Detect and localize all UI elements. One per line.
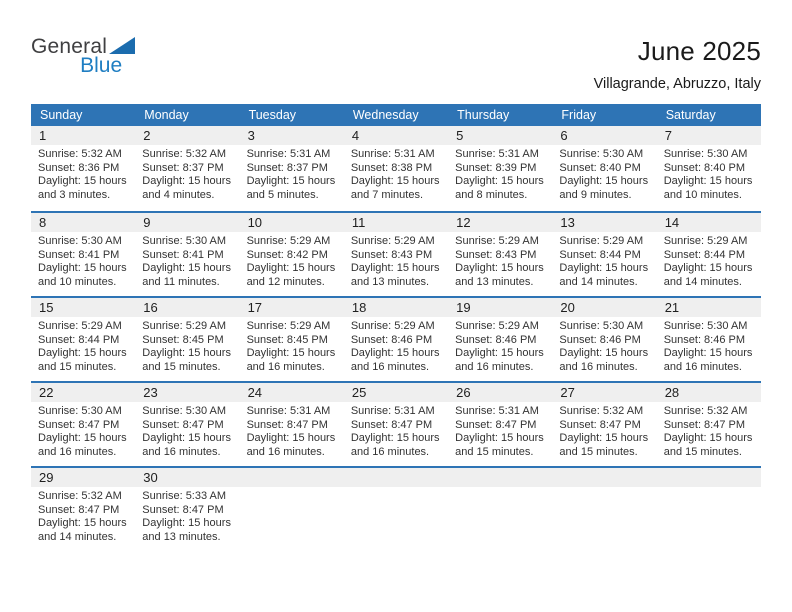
sunset-text: Sunset: 8:40 PM: [663, 161, 746, 174]
sunrise-text: Sunrise: 5:32 AM: [559, 405, 644, 417]
sunrise-text: Sunrise: 5:29 AM: [350, 320, 435, 332]
day-number: 5: [448, 126, 552, 145]
sunrise-text: Sunrise: 5:30 AM: [663, 148, 748, 160]
day-details: [552, 317, 656, 374]
sunset-text: Sunset: 8:47 PM: [663, 418, 746, 431]
day-number: 15: [31, 298, 135, 317]
sunrise-text: Sunrise: 5:32 AM: [38, 490, 122, 502]
sunset-text: Sunset: 8:44 PM: [663, 248, 746, 261]
weekday-header-cell: Saturday: [665, 108, 716, 122]
sunset-text: Sunset: 8:37 PM: [246, 161, 328, 174]
sunrise-text: Sunrise: 5:30 AM: [663, 320, 748, 332]
daylight-text: Daylight: 15 hours and 15 minutes.: [559, 432, 649, 458]
daylight-text: Daylight: 15 hours and 16 minutes.: [246, 347, 336, 373]
day-cell: [240, 126, 344, 211]
day-number: 8: [31, 213, 135, 232]
day-details: [240, 317, 344, 374]
day-number: 12: [448, 213, 552, 232]
daylight-text: Daylight: 15 hours and 14 minutes.: [38, 517, 127, 543]
day-details: [344, 232, 448, 289]
day-number: [344, 468, 448, 487]
day-number: 16: [135, 298, 239, 317]
day-details: [657, 317, 761, 374]
day-cell: [135, 383, 239, 466]
day-number: 1: [31, 126, 135, 145]
daylight-text: Daylight: 15 hours and 15 minutes.: [455, 432, 544, 458]
day-number: 7: [657, 126, 761, 145]
sunset-text: Sunset: 8:36 PM: [38, 161, 120, 174]
day-details: [135, 145, 239, 202]
day-cell: [240, 298, 344, 381]
daylight-text: Daylight: 15 hours and 10 minutes.: [38, 262, 127, 288]
day-cell: [448, 126, 552, 211]
week-row: [31, 381, 761, 466]
sunset-text: Sunset: 8:46 PM: [663, 333, 746, 346]
weeks-container: [31, 126, 761, 551]
day-number: [448, 468, 552, 487]
daylight-text: Daylight: 15 hours and 16 minutes.: [350, 432, 440, 458]
sunrise-text: Sunrise: 5:29 AM: [38, 320, 122, 332]
day-cell: [657, 468, 761, 551]
day-number: 18: [344, 298, 448, 317]
logo-text-blue: Blue: [80, 54, 123, 77]
daylight-text: Daylight: 15 hours and 15 minutes.: [142, 347, 231, 373]
day-details: [31, 402, 135, 459]
day-cell: [552, 468, 656, 551]
day-cell: [31, 298, 135, 381]
sunset-text: Sunset: 8:46 PM: [559, 333, 641, 346]
sunset-text: Sunset: 8:45 PM: [142, 333, 224, 346]
day-details: [135, 232, 239, 289]
daylight-text: Daylight: 15 hours and 16 minutes.: [350, 347, 440, 373]
day-number: 26: [448, 383, 552, 402]
sunrise-text: Sunrise: 5:30 AM: [38, 405, 122, 417]
sunset-text: Sunset: 8:47 PM: [142, 503, 224, 516]
sunset-text: Sunset: 8:47 PM: [455, 418, 537, 431]
daylight-text: Daylight: 15 hours and 13 minutes.: [455, 262, 544, 288]
daylight-text: Daylight: 15 hours and 16 minutes.: [38, 432, 127, 458]
sunrise-text: Sunrise: 5:31 AM: [246, 148, 331, 160]
weekday-header-row: [31, 104, 761, 126]
sunset-text: Sunset: 8:47 PM: [38, 503, 120, 516]
day-cell: [657, 298, 761, 381]
day-cell: [240, 468, 344, 551]
daylight-text: Daylight: 15 hours and 8 minutes.: [455, 175, 544, 201]
week-row: [31, 466, 761, 551]
day-details: [135, 402, 239, 459]
general-blue-logo: [31, 36, 135, 76]
sunrise-text: Sunrise: 5:29 AM: [455, 235, 539, 247]
day-cell: [552, 126, 656, 211]
day-details: [344, 145, 448, 202]
day-details: [135, 317, 239, 374]
sunset-text: Sunset: 8:47 PM: [246, 418, 328, 431]
day-number: 13: [552, 213, 656, 232]
day-details: [31, 232, 135, 289]
day-cell: [135, 126, 239, 211]
sunrise-text: Sunrise: 5:29 AM: [246, 320, 331, 332]
sunrise-text: Sunrise: 5:31 AM: [455, 405, 539, 417]
sunset-text: Sunset: 8:46 PM: [455, 333, 537, 346]
day-cell: [344, 126, 448, 211]
day-details: [552, 145, 656, 202]
day-details: [657, 232, 761, 289]
daylight-text: Daylight: 15 hours and 10 minutes.: [663, 175, 753, 201]
day-cell: [344, 213, 448, 296]
location-subtitle: Villagrande, Abruzzo, Italy: [593, 76, 761, 92]
day-number: 22: [31, 383, 135, 402]
day-cell: [344, 383, 448, 466]
day-number: 30: [135, 468, 239, 487]
daylight-text: Daylight: 15 hours and 7 minutes.: [350, 175, 440, 201]
sunrise-text: Sunrise: 5:33 AM: [142, 490, 227, 502]
day-number: 20: [552, 298, 656, 317]
day-details: [31, 145, 135, 202]
day-number: 4: [344, 126, 448, 145]
sunset-text: Sunset: 8:47 PM: [38, 418, 120, 431]
sunrise-text: Sunrise: 5:29 AM: [246, 235, 331, 247]
sunset-text: Sunset: 8:38 PM: [350, 161, 433, 174]
daylight-text: Daylight: 15 hours and 15 minutes.: [663, 432, 753, 458]
sunrise-text: Sunrise: 5:29 AM: [663, 235, 748, 247]
day-number: 11: [344, 213, 448, 232]
day-details: [135, 487, 239, 544]
logo-text-general: General: [31, 35, 108, 58]
sunset-text: Sunset: 8:44 PM: [38, 333, 120, 346]
calendar-grid: [31, 104, 761, 551]
day-details: [448, 317, 552, 374]
sunrise-text: Sunrise: 5:32 AM: [663, 405, 748, 417]
weekday-header-cell: Monday: [144, 108, 189, 122]
day-number: 2: [135, 126, 239, 145]
day-cell: [135, 468, 239, 551]
sunset-text: Sunset: 8:43 PM: [350, 248, 433, 261]
day-cell: [240, 213, 344, 296]
sunrise-text: Sunrise: 5:30 AM: [559, 320, 644, 332]
day-details: [448, 232, 552, 289]
daylight-text: Daylight: 15 hours and 11 minutes.: [142, 262, 231, 288]
daylight-text: Daylight: 15 hours and 16 minutes.: [142, 432, 231, 458]
day-number: 21: [657, 298, 761, 317]
day-cell: [135, 298, 239, 381]
day-cell: [344, 468, 448, 551]
day-cell: [135, 213, 239, 296]
daylight-text: Daylight: 15 hours and 9 minutes.: [559, 175, 649, 201]
day-details: [448, 402, 552, 459]
day-number: 19: [448, 298, 552, 317]
day-details: [657, 402, 761, 459]
day-number: 25: [344, 383, 448, 402]
daylight-text: Daylight: 15 hours and 5 minutes.: [246, 175, 336, 201]
daylight-text: Daylight: 15 hours and 14 minutes.: [559, 262, 649, 288]
day-number: 6: [552, 126, 656, 145]
sunset-text: Sunset: 8:47 PM: [142, 418, 224, 431]
sunrise-text: Sunrise: 5:32 AM: [38, 148, 122, 160]
sunset-text: Sunset: 8:39 PM: [455, 161, 537, 174]
sunset-text: Sunset: 8:41 PM: [142, 248, 224, 261]
day-cell: [552, 213, 656, 296]
day-cell: [657, 126, 761, 211]
daylight-text: Daylight: 15 hours and 16 minutes.: [559, 347, 649, 373]
sunset-text: Sunset: 8:37 PM: [142, 161, 224, 174]
day-cell: [657, 383, 761, 466]
day-cell: [657, 213, 761, 296]
day-number: 23: [135, 383, 239, 402]
day-details: [240, 145, 344, 202]
day-details: [552, 232, 656, 289]
day-cell: [344, 298, 448, 381]
day-number: 9: [135, 213, 239, 232]
sunrise-text: Sunrise: 5:29 AM: [455, 320, 539, 332]
day-cell: [31, 468, 135, 551]
sunrise-text: Sunrise: 5:30 AM: [142, 235, 227, 247]
day-number: 14: [657, 213, 761, 232]
day-details: [31, 317, 135, 374]
week-row: [31, 296, 761, 381]
day-cell: [448, 298, 552, 381]
day-cell: [552, 298, 656, 381]
day-details: [552, 402, 656, 459]
sunrise-text: Sunrise: 5:31 AM: [350, 405, 435, 417]
daylight-text: Daylight: 15 hours and 13 minutes.: [142, 517, 231, 543]
day-cell: [552, 383, 656, 466]
day-cell: [31, 383, 135, 466]
day-number: 17: [240, 298, 344, 317]
day-details: [344, 402, 448, 459]
day-number: 24: [240, 383, 344, 402]
weekday-header-cell: Sunday: [40, 108, 83, 122]
title-block: [594, 36, 761, 92]
daylight-text: Daylight: 15 hours and 12 minutes.: [246, 262, 336, 288]
page-header: [0, 0, 792, 104]
sunrise-text: Sunrise: 5:29 AM: [350, 235, 435, 247]
month-title: June 2025: [637, 36, 761, 66]
sunset-text: Sunset: 8:40 PM: [559, 161, 641, 174]
week-row: [31, 126, 761, 211]
day-details: [448, 145, 552, 202]
sunset-text: Sunset: 8:44 PM: [559, 248, 641, 261]
day-number: 29: [31, 468, 135, 487]
sunset-text: Sunset: 8:47 PM: [559, 418, 641, 431]
weekday-header-cell: Thursday: [457, 108, 510, 122]
sunrise-text: Sunrise: 5:32 AM: [142, 148, 227, 160]
sunset-text: Sunset: 8:41 PM: [38, 248, 120, 261]
sunrise-text: Sunrise: 5:31 AM: [246, 405, 331, 417]
day-cell: [31, 126, 135, 211]
daylight-text: Daylight: 15 hours and 14 minutes.: [663, 262, 753, 288]
sunset-text: Sunset: 8:42 PM: [246, 248, 328, 261]
day-cell: [240, 383, 344, 466]
sunset-text: Sunset: 8:46 PM: [350, 333, 433, 346]
day-details: [657, 145, 761, 202]
daylight-text: Daylight: 15 hours and 3 minutes.: [38, 175, 127, 201]
weekday-header-cell: Friday: [561, 108, 597, 122]
daylight-text: Daylight: 15 hours and 13 minutes.: [350, 262, 440, 288]
day-number: [240, 468, 344, 487]
sunrise-text: Sunrise: 5:30 AM: [38, 235, 122, 247]
weekday-header-cell: Wednesday: [352, 108, 419, 122]
sunrise-text: Sunrise: 5:30 AM: [559, 148, 644, 160]
daylight-text: Daylight: 15 hours and 16 minutes.: [663, 347, 753, 373]
daylight-text: Daylight: 15 hours and 16 minutes.: [455, 347, 544, 373]
day-number: [657, 468, 761, 487]
sunset-text: Sunset: 8:43 PM: [455, 248, 537, 261]
week-row: [31, 211, 761, 296]
day-cell: [448, 383, 552, 466]
daylight-text: Daylight: 15 hours and 16 minutes.: [246, 432, 336, 458]
sunrise-text: Sunrise: 5:29 AM: [142, 320, 227, 332]
day-number: 27: [552, 383, 656, 402]
sunset-text: Sunset: 8:47 PM: [350, 418, 433, 431]
weekday-header-cell: Tuesday: [248, 108, 297, 122]
day-number: [552, 468, 656, 487]
day-number: 10: [240, 213, 344, 232]
sunrise-text: Sunrise: 5:29 AM: [559, 235, 644, 247]
day-details: [240, 232, 344, 289]
sunrise-text: Sunrise: 5:30 AM: [142, 405, 227, 417]
day-cell: [448, 213, 552, 296]
day-number: 28: [657, 383, 761, 402]
daylight-text: Daylight: 15 hours and 15 minutes.: [38, 347, 127, 373]
day-cell: [31, 213, 135, 296]
day-cell: [448, 468, 552, 551]
sunrise-text: Sunrise: 5:31 AM: [455, 148, 539, 160]
day-details: [31, 487, 135, 544]
sunset-text: Sunset: 8:45 PM: [246, 333, 328, 346]
day-details: [240, 402, 344, 459]
daylight-text: Daylight: 15 hours and 4 minutes.: [142, 175, 231, 201]
day-details: [344, 317, 448, 374]
sunrise-text: Sunrise: 5:31 AM: [350, 148, 435, 160]
day-number: 3: [240, 126, 344, 145]
